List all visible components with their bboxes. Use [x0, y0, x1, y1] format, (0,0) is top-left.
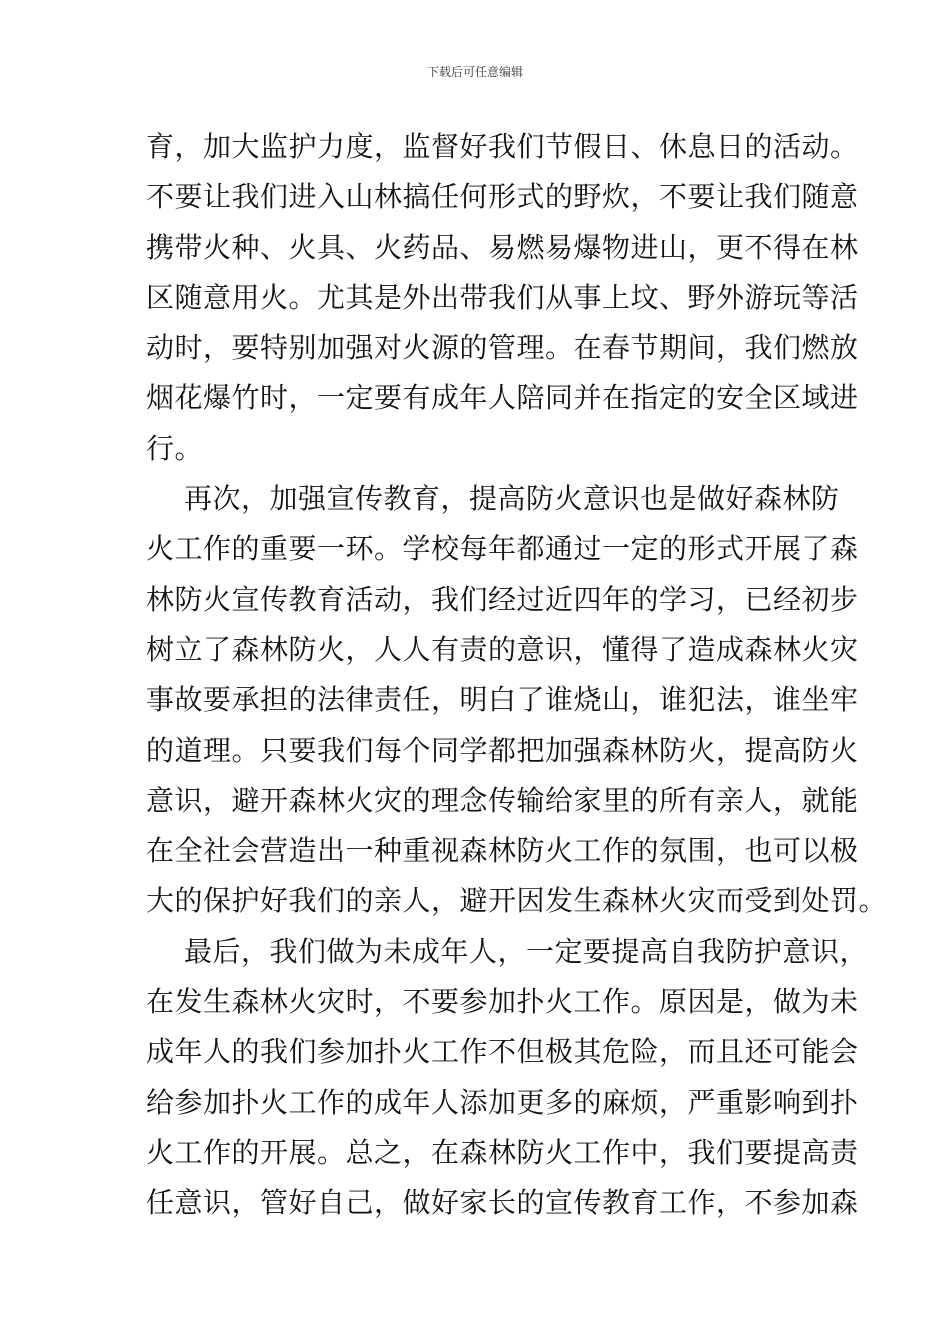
- paragraph-1-line-3: 携带火种、火具、火药品、易燃易爆物进山，更不得在林: [146, 230, 859, 264]
- paragraph-1-line-2: 不要让我们进入山林搞任何形式的野炊，不要让我们随意: [146, 180, 859, 214]
- paragraph-3-line-1: 最后，我们做为未成年人，一定要提高自我防护意识，: [184, 934, 869, 968]
- paragraph-1-line-1: 育，加大监护力度，监督好我们节假日、休息日的活动。: [146, 130, 859, 163]
- paragraph-3-line-3: 成年人的我们参加扑火工作不但极其危险，而且还可能会: [146, 1035, 859, 1069]
- paragraph-2-line-9: 大的保护好我们的亲人，避开因发生森林火灾而受到处罚。: [146, 884, 888, 918]
- paragraph-2-line-6: 的道理。只要我们每个同学都把加强森林防火，提高防火: [146, 733, 859, 767]
- paragraph-3-line-2: 在发生森林火灾时，不要参加扑火工作。原因是，做为未: [146, 985, 859, 1019]
- paragraph-1-line-5: 动时，要特别加强对火源的管理。在春节期间，我们燃放: [146, 331, 859, 365]
- paragraph-2-line-5: 事故要承担的法律责任，明白了谁烧山，谁犯法，谁坐牢: [146, 683, 859, 717]
- paragraph-1-line-6: 烟花爆竹时，一定要有成年人陪同并在指定的安全区域进: [146, 381, 859, 415]
- paragraph-3-line-6: 任意识，管好自己，做好家长的宣传教育工作，不参加森: [146, 1186, 859, 1220]
- paragraph-2-line-1: 再次，加强宣传教育，提高防火意识也是做好森林防: [184, 482, 840, 516]
- body-text: [146, 122, 888, 1229]
- paragraph-1-line-4: 区随意用火。尤其是外出带我们从事上坟、野外游玩等活: [146, 280, 859, 314]
- paragraph-1-line-7: 行。: [146, 431, 204, 465]
- paragraph-2-line-4: 树立了森林防火，人人有责的意识，懂得了造成森林火灾: [146, 632, 859, 666]
- paragraph-2-line-8: 在全社会营造出一种重视森林防火工作的氛围，也可以极: [146, 834, 859, 868]
- paragraph-3-line-4: 给参加扑火工作的成年人添加更多的麻烦，严重影响到扑: [146, 1085, 859, 1119]
- paragraph-3-line-5: 火工作的开展。总之，在森林防火工作中，我们要提高责: [146, 1135, 859, 1169]
- paragraph-2-line-7: 意识，避开森林火灾的理念传输给家里的所有亲人，就能: [146, 783, 859, 817]
- paragraph-2-line-2: 火工作的重要一环。学校每年都通过一定的形式开展了森: [146, 532, 859, 566]
- paragraph-2-line-3: 林防火宣传教育活动，我们经过近四年的学习，已经初步: [146, 582, 859, 616]
- page-header: 下载后可任意编辑: [426, 65, 523, 79]
